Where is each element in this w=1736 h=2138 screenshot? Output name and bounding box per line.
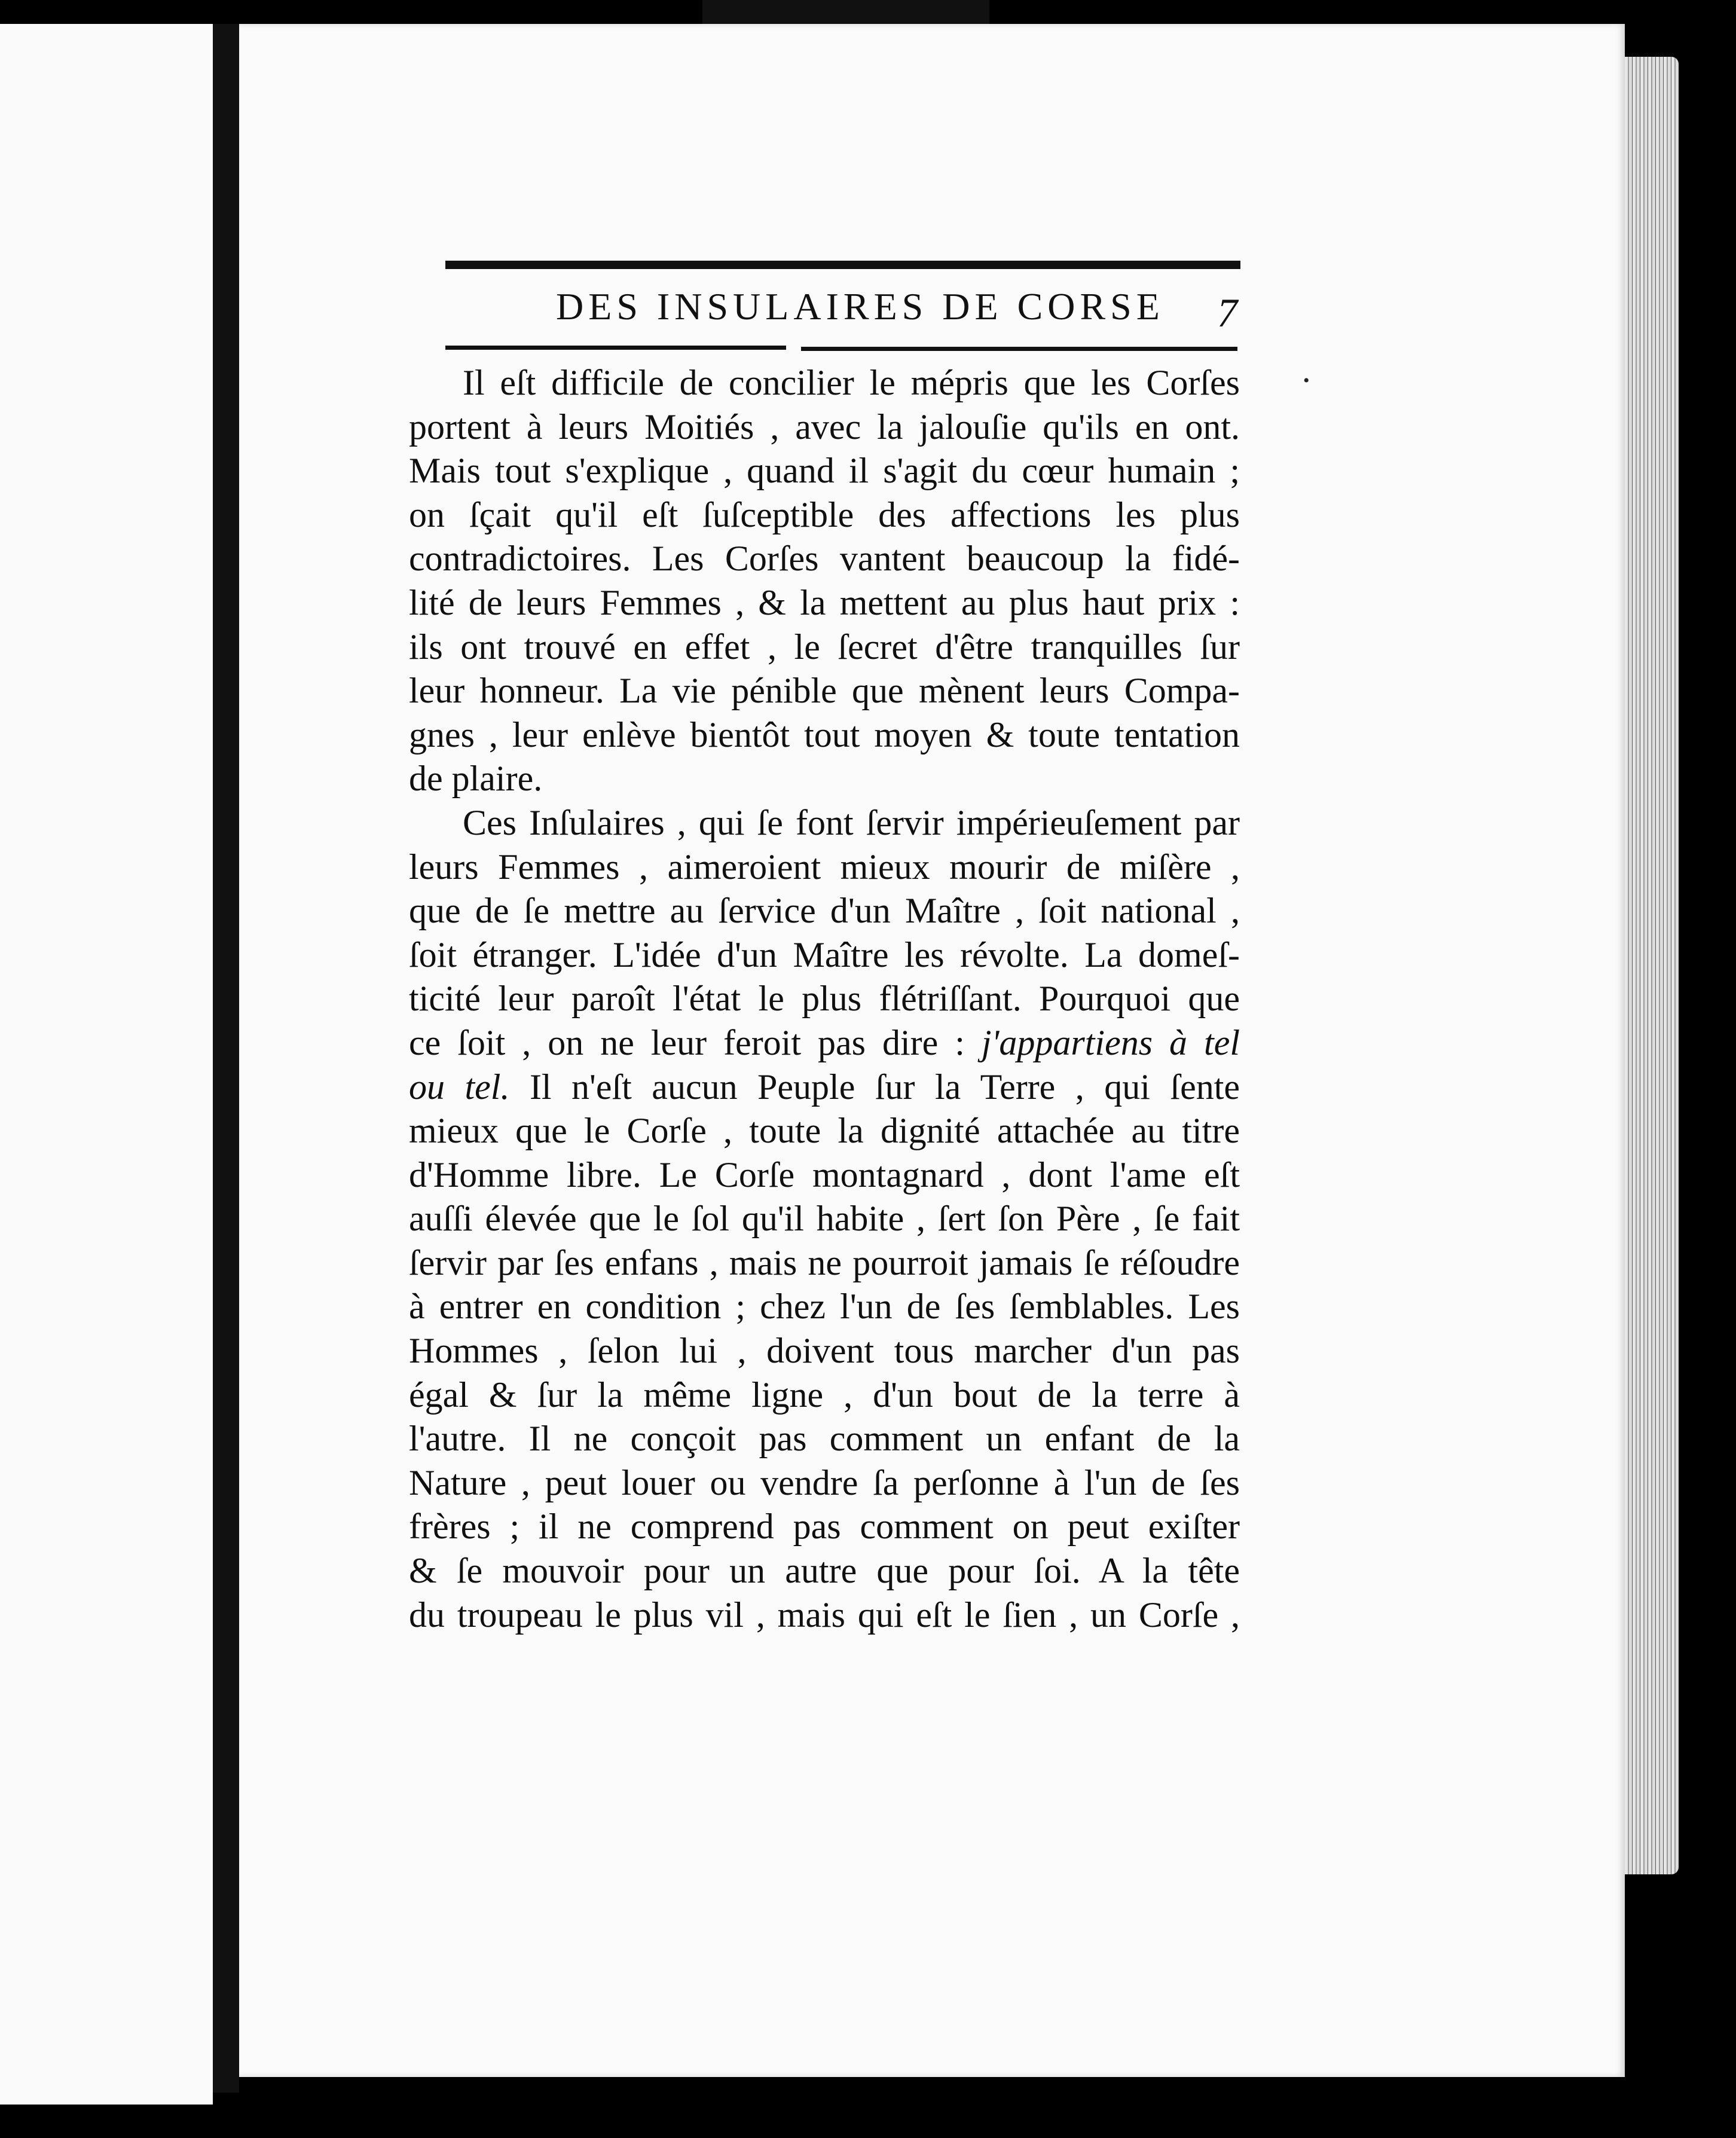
text-line: leurs Femmes , aimeroient mieux mourir de miſère , xyxy=(409,847,1240,887)
scan-top-edge xyxy=(702,0,989,26)
margin-speck: • xyxy=(1303,371,1310,390)
text-line: contradictoires. Les Corſes vantent beaucoup la fidé- xyxy=(409,539,1240,579)
text-line: de plaire. xyxy=(409,759,543,799)
book-gutter xyxy=(213,24,239,2093)
text-line: frères ; il ne comprend pas comment on peut exiſter xyxy=(409,1507,1240,1547)
facing-page-left xyxy=(0,24,213,2105)
text-line: Il eſt difficile de concilier le mépris que les Corſes xyxy=(463,363,1240,402)
text-line: d'Homme libre. Le Corſe montagnard , dont l'ame eſt xyxy=(409,1154,1240,1195)
text-line: portent à leurs Moitiés , avec la jalouſie qu'ils en ont. xyxy=(409,407,1240,447)
text-line: du troupeau le plus vil , mais qui eſt le ſien , un Corſe , xyxy=(409,1595,1240,1635)
text-line: lité de leurs Femmes , & la mettent au plus haut prix : xyxy=(409,582,1240,622)
text-line: leur honneur. La vie pénible que mènent leurs Compa- xyxy=(409,671,1240,711)
text-line: à entrer en condition ; chez l'un de ſes ſemblables. Les xyxy=(409,1287,1240,1327)
header-rule-bottom-left xyxy=(445,346,786,350)
italic-phrase: j'appartiens à tel xyxy=(981,1022,1240,1062)
text-line: l'autre. Il ne conçoit pas comment un enfant de la xyxy=(409,1419,1240,1459)
text-run: ce ſoit , on ne leur feroit pas dire : xyxy=(409,1022,965,1062)
text-line: ſervir par ſes enfans , mais ne pourroit jamais ſe réſoudre xyxy=(409,1242,1240,1282)
body-text xyxy=(409,361,1240,1637)
header-rule-top xyxy=(445,261,1240,269)
text-line: & ſe mouvoir pour un autre que pour ſoi. A la tête xyxy=(409,1551,1240,1591)
italic-phrase: ou tel. xyxy=(409,1067,510,1107)
text-line: Nature , peut louer ou vendre ſa perſonne à l'un de ſes xyxy=(409,1462,1240,1502)
text-line xyxy=(409,1065,1240,1110)
text-line: auſſi élevée que le ſol qu'il habite , ſert ſon Père , ſe fait xyxy=(409,1199,1240,1239)
text-line: mieux que le Corſe , toute la dignité attachée au titre xyxy=(409,1111,1240,1151)
header-rule-bottom-right xyxy=(801,347,1237,351)
text-line: que de ſe mettre au ſervice d'un Maître , ſoit national , xyxy=(409,891,1240,931)
text-line: on ſçait qu'il eſt ſuſceptible des affections les plus xyxy=(409,494,1240,534)
page-edges xyxy=(1625,57,1679,1874)
running-head: DES INSULAIRES DE CORSE xyxy=(556,285,1165,328)
text-line: gnes , leur enlève bientôt tout moyen & toute tentation xyxy=(409,714,1240,755)
text-line xyxy=(409,1021,1240,1065)
text-line: ticité leur paroît l'état le plus flétriſſant. Pourquoi que xyxy=(409,979,1240,1019)
text-line: Ces Inſulaires , qui ſe font ſervir impérieuſement par xyxy=(463,802,1240,842)
text-line: Mais tout s'explique , quand il s'agit du cœur humain ; xyxy=(409,451,1240,491)
page-number: 7 xyxy=(1217,290,1237,335)
text-line: ſoit étranger. L'idée d'un Maître les révolte. La domeſ- xyxy=(409,934,1240,975)
text-run: Il n'eſt aucun Peuple ſur la Terre , qui ſente xyxy=(529,1067,1240,1107)
text-line: ils ont trouvé en effet , le ſecret d'être tranquilles ſur xyxy=(409,627,1240,667)
text-line: Hommes , ſelon lui , doivent tous marcher d'un pas xyxy=(409,1331,1240,1371)
text-line: égal & ſur la même ligne , d'un bout de la terre à xyxy=(409,1375,1240,1415)
